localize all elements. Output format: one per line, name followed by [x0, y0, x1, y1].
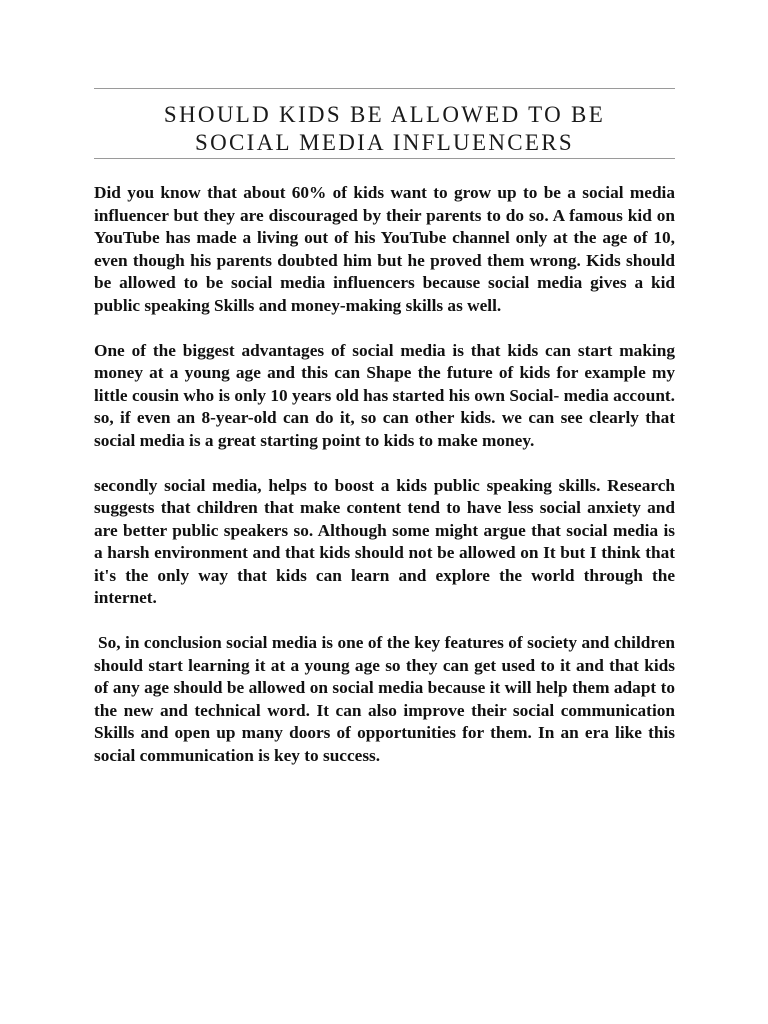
title-line-1: SHOULD KIDS BE ALLOWED TO BE: [163, 102, 606, 127]
title-top-rule: [94, 88, 675, 89]
paragraph-money: One of the biggest advantages of social media is that kids can start making money at a young age and this can Shape the future of kids for example my little cousin who is only 10 years old has started his own Social- media account. so, if even an 8-year-old can do it, so can other kids. we can see clearly that social media is a great starting point to kids to make money.: [94, 340, 675, 450]
title-bottom-rule: [94, 158, 675, 159]
paragraph-speaking: secondly social media, helps to boost a kids public speaking skills. Research suggests that children that make content tend to have less social anxiety and are better public speakers so. Although some might argue that social media is a harsh environment and that kids should not be allowed on It but I think that it's the only way that kids can learn and explore the world through the internet.: [94, 475, 675, 607]
essay-body: [94, 182, 675, 767]
title-line-2: SOCIAL MEDIA INFLUENCERS: [195, 130, 574, 155]
paragraph-conclusion: So, in conclusion social media is one of the key features of society and children should start learning it at a young age so they can get used to it and that kids of any age should be allowed on social media because it will help them adapt to the new and technical word. It can also improve their social communication Skills and open up many doors of opportunities for them. In an era like this social communication is key to success.: [94, 633, 675, 765]
document-page: [94, 0, 675, 790]
paragraph-intro: Did you know that about 60% of kids want to grow up to be a social media influencer but they are discouraged by their parents to do so. A famous kid on YouTube has made a living out of his YouTube channel only at the age of 10, even though his parents doubted him but he proved them wrong. Kids should be allowed to be social media influencers because social media gives a kid public speaking Skills and money-making skills as well.: [94, 183, 675, 315]
document-title: [94, 101, 675, 157]
